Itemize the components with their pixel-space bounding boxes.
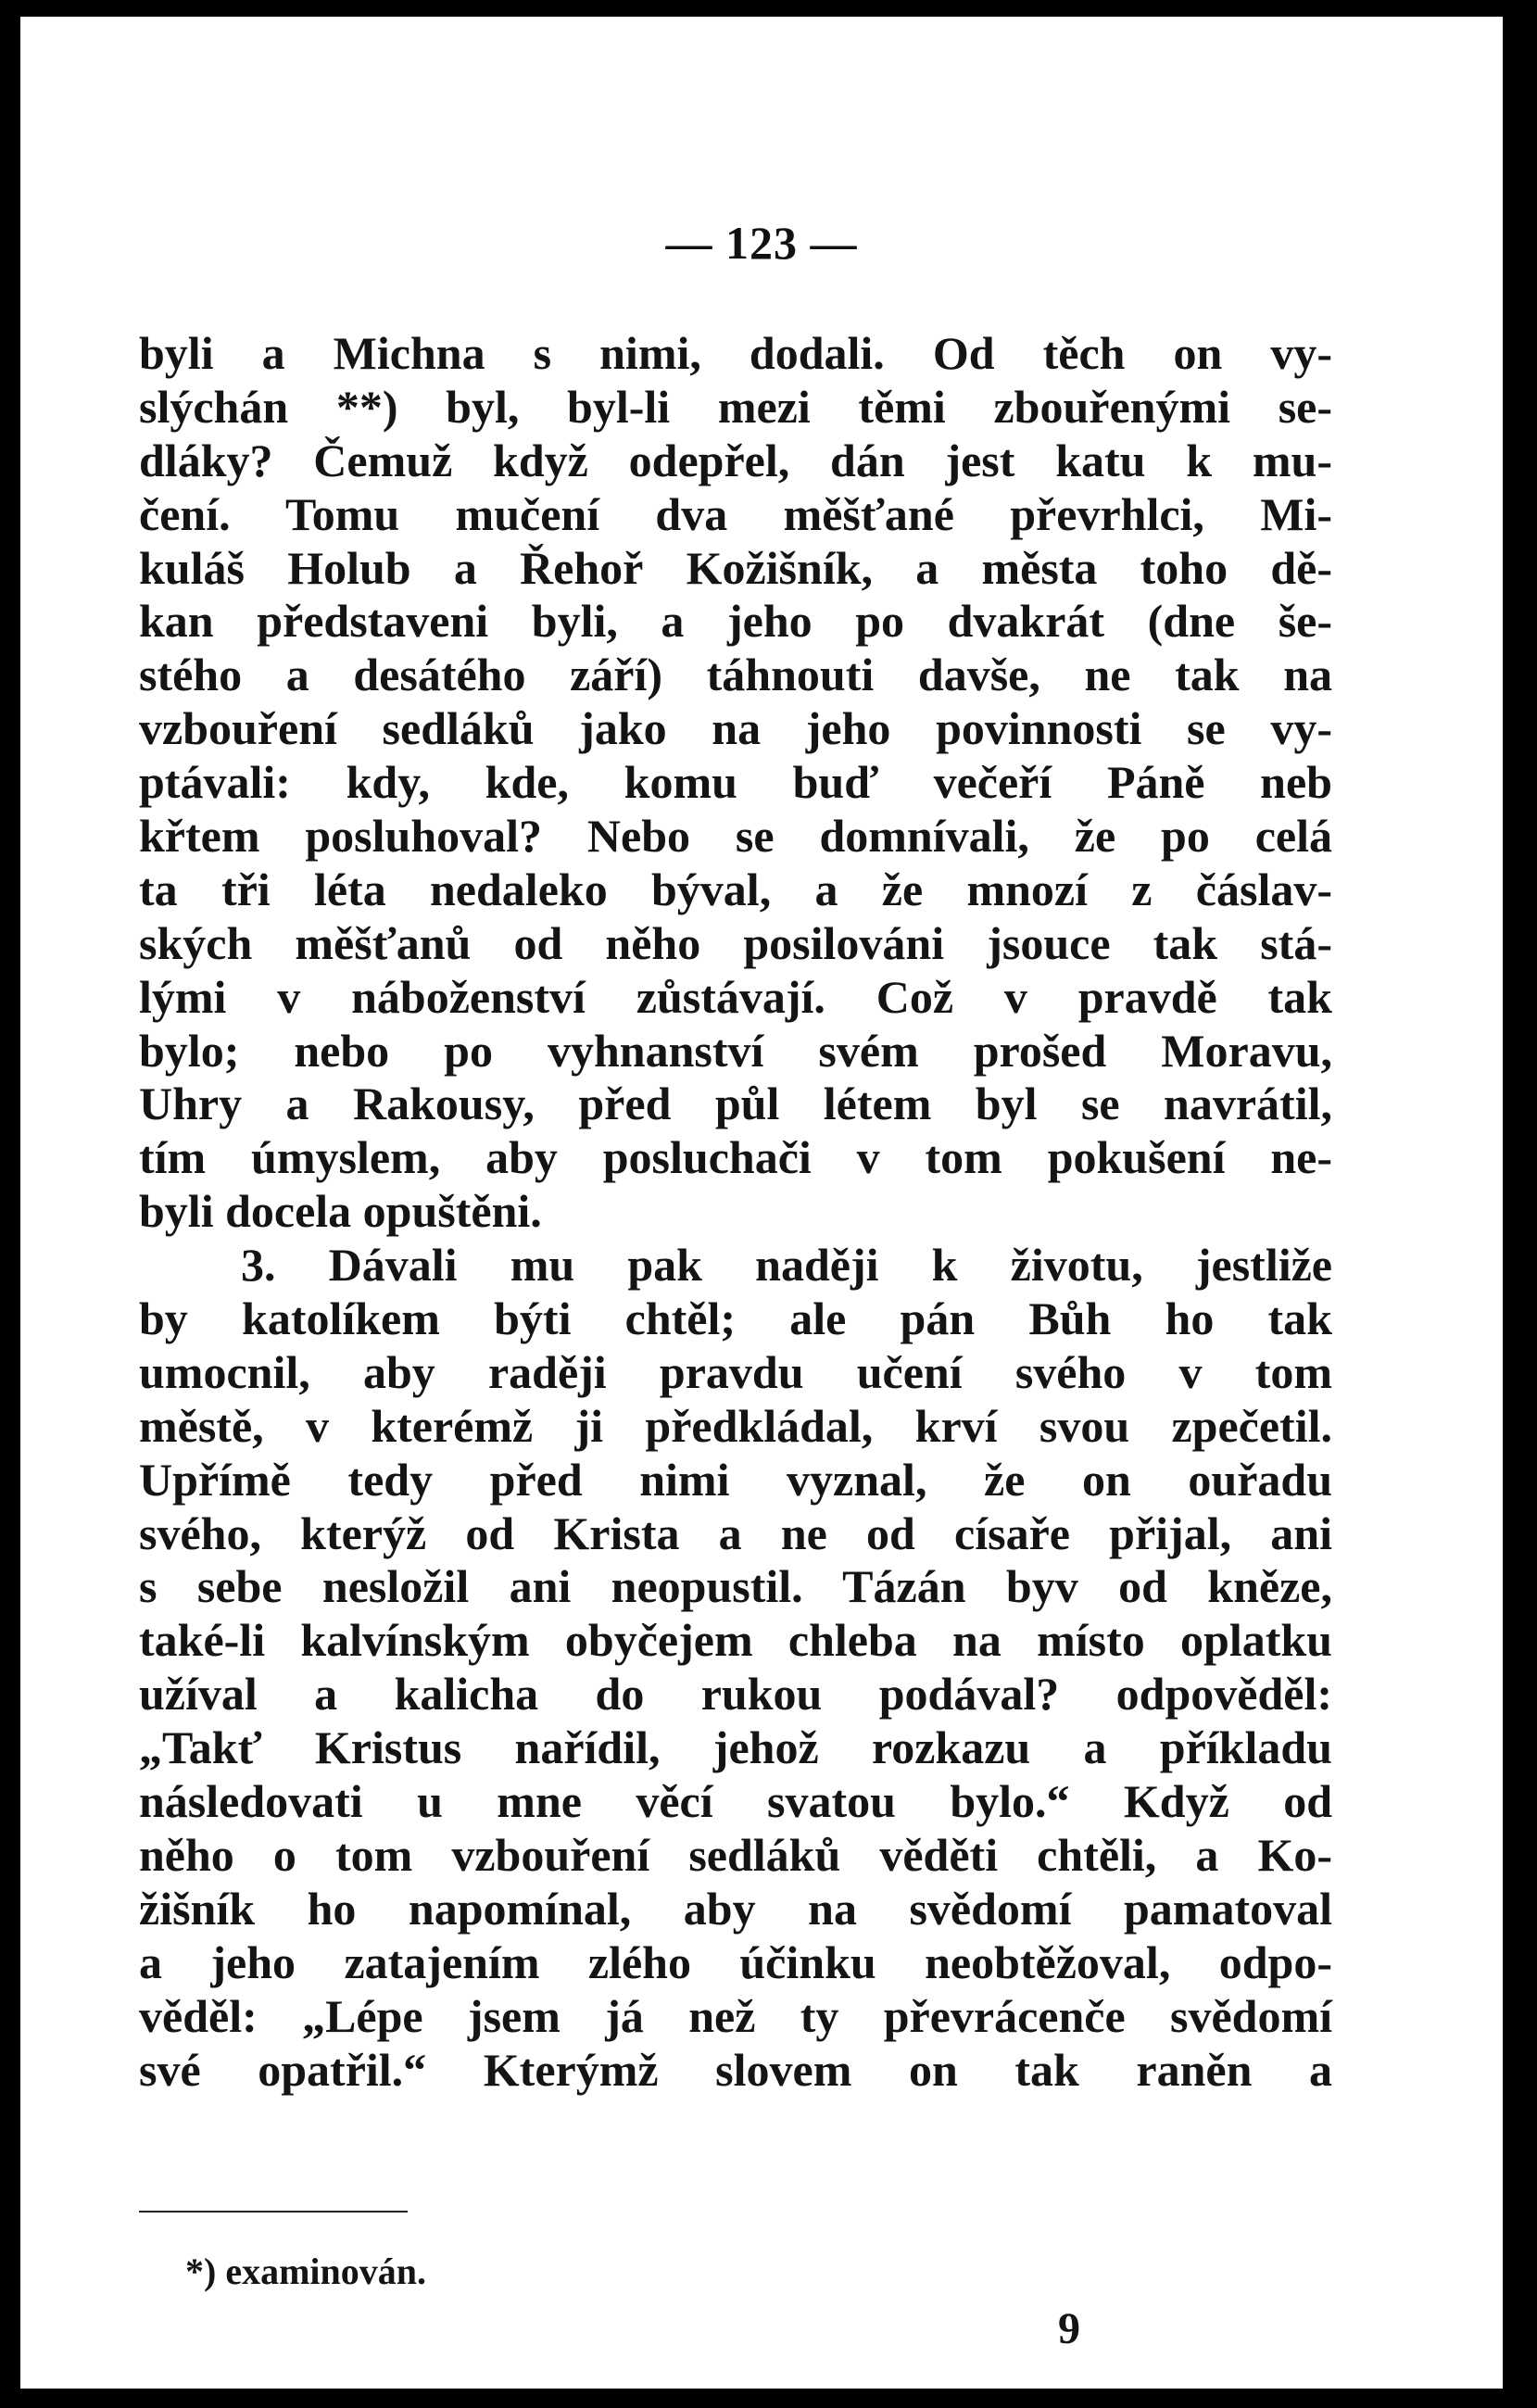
text-line: něho o tom vzbouření sedláků věděti chtěli, a Ko-: [139, 1828, 1332, 1881]
text-line: umocnil, aby raději pravdu učení svého v tom: [139, 1345, 1332, 1398]
text-line: kan představeni byli, a jeho po dvakrát (dne še-: [139, 595, 1332, 648]
text-line: také-li kalvínským obyčejem chleba na místo oplatku: [139, 1614, 1332, 1667]
text-line: s sebe nesložil ani neopustil. Tázán byv od kněze,: [139, 1560, 1332, 1613]
text-line: čení. Tomu mučení dva měšťané převrhlci, Mi-: [139, 487, 1332, 540]
text-line: by katolíkem býti chtěl; ale pán Bůh ho tak: [139, 1292, 1332, 1345]
text-line: žišník ho napomínal, aby na svědomí pamatoval: [139, 1882, 1332, 1935]
footnote-divider: [139, 2211, 408, 2213]
footnote: *) examinován.: [185, 2250, 426, 2292]
signature-mark: 9: [1058, 2304, 1080, 2353]
paragraph-1: [139, 327, 1332, 1239]
text-line: ptávali: kdy, kde, komu buď večeří Páně neb: [139, 756, 1332, 809]
text-line: následovati u mne věcí svatou bylo.“ Když od: [139, 1775, 1332, 1828]
text-line: bylo; nebo po vyhnanství svém prošed Moravu,: [139, 1024, 1332, 1077]
book-page: [20, 17, 1503, 2389]
text-line: svého, kterýž od Krista a ne od císaře přijal, ani: [139, 1507, 1332, 1559]
text-line: Uhry a Rakousy, před půl létem byl se navrátil,: [139, 1078, 1332, 1130]
text-line: dláky? Čemuž když odepřel, dán jest katu k mu-: [139, 434, 1332, 486]
text-line: městě, v kterémž ji předkládal, krví svou zpečetil.: [139, 1399, 1332, 1452]
text-line: užíval a kalicha do rukou podával? odpověděl:: [139, 1668, 1332, 1721]
text-line: ta tři léta nedaleko býval, a že mnozí z čáslav-: [139, 863, 1332, 915]
text-line: ských měšťanů od něho posilováni jsouce tak stá-: [139, 916, 1332, 969]
text-line: byli docela opuštěni.: [139, 1185, 542, 1238]
text-line: stého a desátého září) táhnouti davše, ne tak na: [139, 649, 1332, 701]
text-line: vzbouření sedláků jako na jeho povinnosti se vy-: [139, 702, 1332, 755]
text-line: své opatřil.“ Kterýmž slovem on tak raněn a: [139, 2043, 1332, 2096]
text-line: kuláš Holub a Řehoř Kožišník, a města toho dě-: [139, 541, 1332, 594]
paragraph-2: [139, 1239, 1332, 2097]
text-line: Upřímě tedy před nimi vyznal, že on ouřadu: [139, 1453, 1332, 1506]
text-line: byli a Michna s nimi, dodali. Od těch on vy-: [139, 327, 1332, 379]
text-line: a jeho zatajením zlého účinku neobtěžoval, odpo-: [139, 1935, 1332, 1988]
page-header: — 123 —: [665, 217, 858, 269]
body-text: [139, 327, 1332, 2097]
text-line: slýchán **) byl, byl-li mezi těmi zbouřenými se-: [139, 380, 1332, 433]
text-line: tím úmyslem, aby posluchači v tom pokušení ne-: [139, 1131, 1332, 1184]
text-line: „Takť Kristus nařídil, jehož rozkazu a příkladu: [139, 1721, 1332, 1774]
text-line: křtem posluhoval? Nebo se domnívali, že po celá: [139, 810, 1332, 863]
text-line: věděl: „Lépe jsem já než ty převrácenče svědomí: [139, 1989, 1332, 2042]
text-line: lými v náboženství zůstávají. Což v pravdě tak: [139, 970, 1332, 1023]
text-line: 3. Dávali mu pak naději k životu, jestliže: [241, 1239, 1332, 1292]
